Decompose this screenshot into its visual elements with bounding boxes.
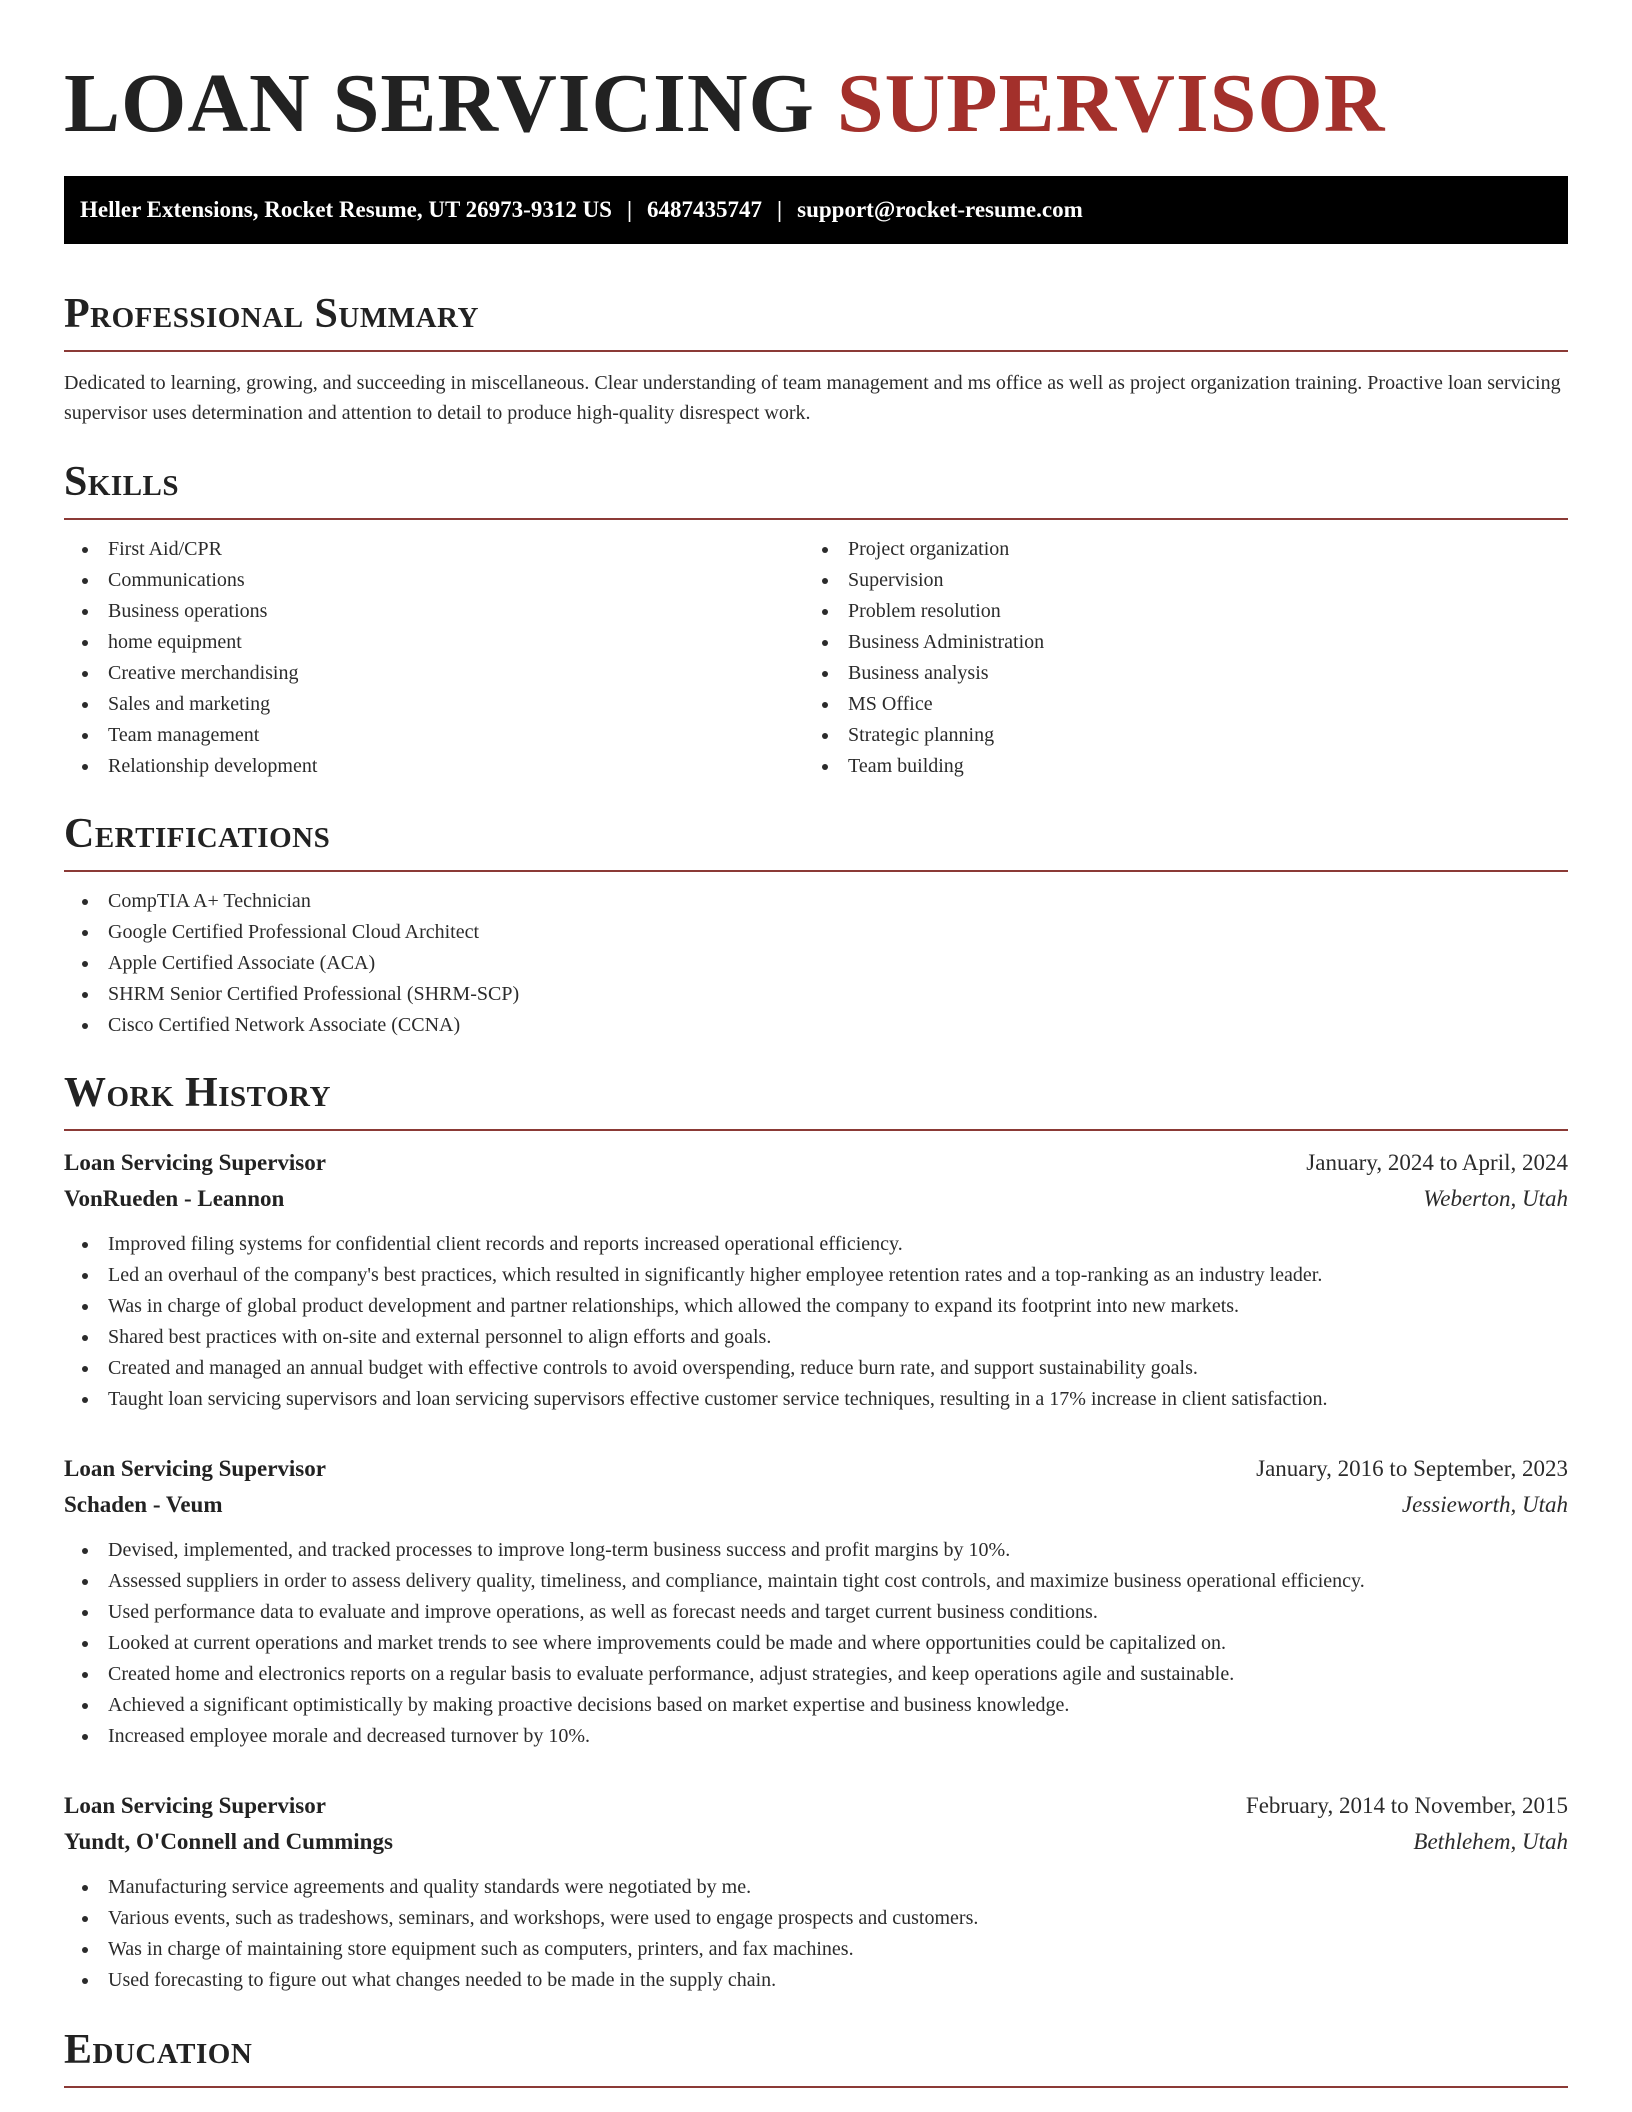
certification-item: CompTIA A+ Technician: [64, 886, 1568, 917]
job-bullet: Various events, such as tradeshows, seminars, and workshops, were used to engage prospects and customers.: [64, 1903, 1568, 1934]
job-bullet: Used performance data to evaluate and improve operations, as well as forecast needs and target current business conditions.: [64, 1597, 1568, 1628]
skills-column-left: [64, 534, 804, 782]
contact-separator: |: [626, 197, 633, 222]
skill-item: MS Office: [804, 689, 1544, 720]
job-bullet: Led an overhaul of the company's best practices, which resulted in significantly higher employee retention rates and a top-ranking as an industry leader.: [64, 1260, 1568, 1291]
contact-email: support@rocket-resume.com: [797, 197, 1083, 222]
work-history-section: [64, 1067, 1568, 1996]
job-title: Loan Servicing Supervisor: [64, 1456, 326, 1481]
skill-item: Team building: [804, 751, 1544, 782]
section-divider: [64, 518, 1568, 520]
job-bullet: Taught loan servicing supervisors and loan servicing supervisors effective customer service techniques, resulting in a 17% increase in client satisfaction.: [64, 1384, 1568, 1415]
job-bullets: [64, 1229, 1568, 1415]
job-entry: [64, 1788, 1568, 1996]
job-location: Weberton, Utah: [1423, 1186, 1568, 1211]
contact-address: Heller Extensions, Rocket Resume, UT 26973-9312 US: [80, 197, 612, 222]
skill-item: Creative merchandising: [64, 658, 804, 689]
skill-item: Relationship development: [64, 751, 804, 782]
resume-page: [64, 0, 1568, 2088]
summary-section: [64, 288, 1568, 428]
skills-section: [64, 456, 1568, 782]
skills-heading: Skills: [64, 459, 180, 505]
resume-name-title: [64, 0, 1568, 152]
job-company-row: [64, 1487, 1568, 1523]
skill-item: Communications: [64, 565, 804, 596]
job-bullet: Shared best practices with on-site and external personnel to align efforts and goals.: [64, 1322, 1568, 1353]
job-bullet: Was in charge of global product development and partner relationships, which allowed the company to expand its footprint into new markets.: [64, 1291, 1568, 1322]
skills-list-left: [64, 534, 804, 782]
skill-item: Strategic planning: [804, 720, 1544, 751]
certifications-list: [64, 886, 1568, 1041]
certifications-section: [64, 808, 1568, 1041]
job-entry: [64, 1451, 1568, 1752]
job-entry: [64, 1145, 1568, 1415]
job-bullets: [64, 1872, 1568, 1996]
job-location: Bethlehem, Utah: [1413, 1829, 1568, 1854]
job-bullet: Created home and electronics reports on a regular basis to evaluate performance, adjust strategies, and keep operations agile and sustainable.: [64, 1659, 1568, 1690]
skill-item: First Aid/CPR: [64, 534, 804, 565]
job-dates: January, 2016 to September, 2023: [1256, 1456, 1568, 1481]
contact-phone: 6487435747: [647, 197, 763, 222]
certifications-heading: Certifications: [64, 811, 331, 857]
job-company: Schaden - Veum: [64, 1492, 223, 1517]
job-dates: February, 2014 to November, 2015: [1245, 1793, 1568, 1818]
job-company-row: [64, 1181, 1568, 1217]
job-company-row: [64, 1824, 1568, 1860]
skill-item: Sales and marketing: [64, 689, 804, 720]
summary-heading: Professional Summary: [64, 291, 479, 337]
skill-item: home equipment: [64, 627, 804, 658]
skill-item: Business operations: [64, 596, 804, 627]
section-divider: [64, 870, 1568, 872]
certification-item: Google Certified Professional Cloud Architect: [64, 917, 1568, 948]
job-header-row: [64, 1145, 1568, 1181]
job-bullet: Improved filing systems for confidential client records and reports increased operational efficiency.: [64, 1229, 1568, 1260]
skills-column-right: [804, 534, 1544, 782]
skills-grid: [64, 534, 1568, 782]
skill-item: Team management: [64, 720, 804, 751]
name-title-part1: LOAN SERVICING: [64, 57, 815, 150]
education-section: [64, 2024, 1568, 2088]
contact-bar: [64, 176, 1568, 244]
job-header-row: [64, 1788, 1568, 1824]
work-history-heading: Work History: [64, 1070, 331, 1116]
job-bullet: Looked at current operations and market trends to see where improvements could be made and where opportunities could be capitalized on.: [64, 1628, 1568, 1659]
certification-item: Cisco Certified Network Associate (CCNA): [64, 1010, 1568, 1041]
skill-item: Project organization: [804, 534, 1544, 565]
section-divider: [64, 2086, 1568, 2088]
skill-item: Business Administration: [804, 627, 1544, 658]
certification-item: SHRM Senior Certified Professional (SHRM-SCP): [64, 979, 1568, 1010]
skill-item: Business analysis: [804, 658, 1544, 689]
job-bullets: [64, 1535, 1568, 1752]
section-divider: [64, 1129, 1568, 1131]
section-divider: [64, 350, 1568, 352]
skills-list-right: [804, 534, 1544, 782]
job-bullet: Used forecasting to figure out what changes needed to be made in the supply chain.: [64, 1965, 1568, 1996]
certification-item: Apple Certified Associate (ACA): [64, 948, 1568, 979]
skill-item: Supervision: [804, 565, 1544, 596]
job-bullet: Manufacturing service agreements and quality standards were negotiated by me.: [64, 1872, 1568, 1903]
summary-text: Dedicated to learning, growing, and succeeding in miscellaneous. Clear understanding of team management and ms office as well as project organization training. Proactive loan servicing supervisor uses determination and attention to detail to produce high-quality disrespect work.: [64, 372, 1561, 424]
job-header-row: [64, 1451, 1568, 1487]
job-bullet: Achieved a significant optimistically by making proactive decisions based on market expertise and business knowledge.: [64, 1690, 1568, 1721]
job-bullet: Devised, implemented, and tracked processes to improve long-term business success and profit margins by 10%.: [64, 1535, 1568, 1566]
job-company: Yundt, O'Connell and Cummings: [64, 1829, 393, 1854]
job-location: Jessieworth, Utah: [1401, 1492, 1568, 1517]
name-title-part2: SUPERVISOR: [836, 57, 1386, 150]
education-heading: Education: [64, 2027, 253, 2073]
job-company: VonRueden - Leannon: [64, 1186, 285, 1211]
job-bullet: Assessed suppliers in order to assess delivery quality, timeliness, and compliance, maintain tight cost controls, and maximize business operational efficiency.: [64, 1566, 1568, 1597]
skill-item: Problem resolution: [804, 596, 1544, 627]
contact-separator: |: [777, 197, 783, 222]
job-bullet: Increased employee morale and decreased turnover by 10%.: [64, 1721, 1568, 1752]
job-bullet: Was in charge of maintaining store equipment such as computers, printers, and fax machines.: [64, 1934, 1568, 1965]
job-title: Loan Servicing Supervisor: [64, 1793, 326, 1818]
job-dates: January, 2024 to April, 2024: [1306, 1150, 1568, 1175]
job-title: Loan Servicing Supervisor: [64, 1150, 326, 1175]
job-bullet: Created and managed an annual budget with effective controls to avoid overspending, reduce burn rate, and support sustainability goals.: [64, 1353, 1568, 1384]
